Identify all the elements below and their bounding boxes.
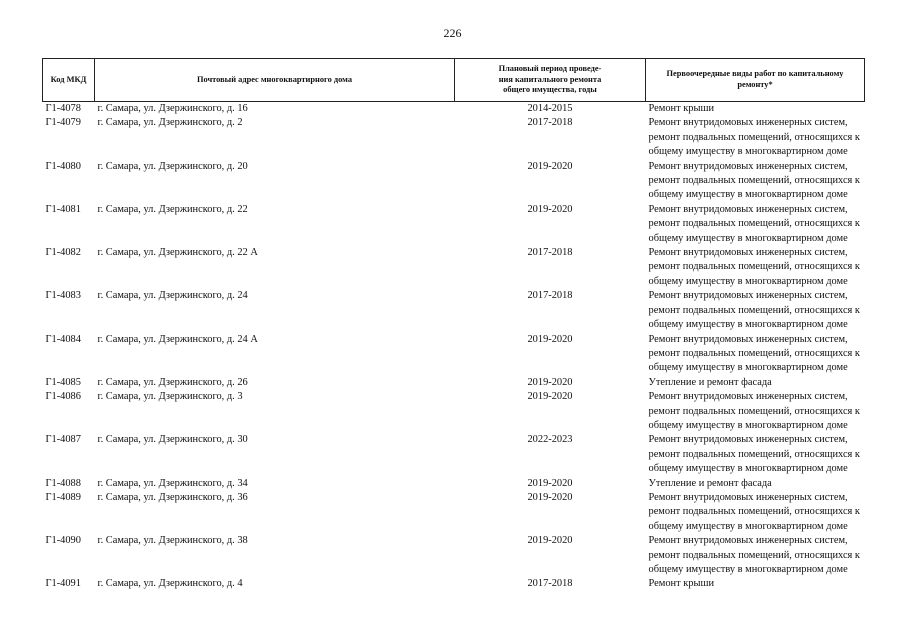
header-address: Почтовый адрес многоквартирного дома (95, 59, 455, 102)
table-row (43, 246, 865, 289)
row-code: Г1-4083 (45, 290, 81, 302)
table-row (43, 376, 865, 390)
table-header (43, 59, 865, 102)
table-row (43, 534, 865, 577)
row-address: г. Самара, ул. Дзержинского, д. 22 А (97, 247, 258, 259)
row-works (646, 390, 865, 433)
row-address: г. Самара, ул. Дзержинского, д. 24 А (97, 333, 258, 345)
row-address: г. Самара, ул. Дзержинского, д. 4 (97, 578, 243, 590)
table-body (43, 102, 865, 592)
row-works-line: Ремонт внутридомовых инженерных систем, (648, 290, 848, 302)
row-works-line: общему имуществу в многоквартирном доме (648, 232, 848, 244)
row-works-line: общему имуществу в многоквартирном доме (648, 275, 848, 287)
header-works (646, 59, 865, 102)
header-period-line: ния капитального ремонта (498, 74, 602, 84)
row-period: 2019-2020 (527, 160, 573, 172)
row-works (646, 289, 865, 332)
row-address: г. Самара, ул. Дзержинского, д. 16 (97, 103, 248, 114)
row-code: Г1-4084 (45, 333, 81, 345)
row-works (646, 477, 865, 491)
row-works-line: общему имуществу в многоквартирном доме (648, 319, 848, 331)
row-works-line: ремонт подвальных помещений, относящихся к (648, 261, 860, 273)
row-works-line: Ремонт внутридомовых инженерных систем, (648, 535, 848, 547)
row-address: г. Самара, ул. Дзержинского, д. 24 (97, 290, 248, 302)
row-works (646, 376, 865, 390)
row-works-line: Утепление и ремонт фасада (648, 376, 772, 388)
row-code: Г1-4086 (45, 391, 81, 403)
page-number: 226 (443, 26, 462, 40)
row-period: 2017-2018 (527, 578, 573, 590)
table-row (43, 160, 865, 203)
capital-repair-table (42, 58, 865, 592)
header-row (43, 59, 865, 102)
row-works-line: ремонт подвальных помещений, относящихся к (648, 304, 860, 316)
row-address: г. Самара, ул. Дзержинского, д. 3 (97, 391, 243, 403)
row-works (646, 577, 865, 591)
row-works-line: Ремонт внутридомовых инженерных систем, (648, 434, 848, 446)
row-works (646, 433, 865, 476)
row-address: г. Самара, ул. Дзержинского, д. 36 (97, 491, 248, 503)
row-period: 2017-2018 (527, 290, 573, 302)
header-period-line: общего имущества, годы (503, 85, 597, 95)
row-works-line: ремонт подвальных помещений, относящихся к (648, 218, 860, 230)
row-period: 2017-2018 (527, 117, 573, 129)
row-works-line: Ремонт внутридомовых инженерных систем, (648, 491, 848, 503)
row-code: Г1-4090 (45, 535, 81, 547)
table-row (43, 102, 865, 117)
row-code: Г1-4088 (45, 477, 81, 489)
header-code: Код МКД (43, 59, 95, 102)
row-works-line: ремонт подвальных помещений, относящихся к (648, 131, 860, 143)
table-row (43, 433, 865, 476)
row-period: 2022-2023 (527, 434, 573, 446)
row-works-line: Ремонт внутридомовых инженерных систем, (648, 333, 848, 345)
row-address: г. Самара, ул. Дзержинского, д. 22 (97, 203, 248, 215)
row-works (646, 102, 865, 117)
header-period-line: Плановый период проведе- (498, 64, 602, 74)
row-works (646, 491, 865, 534)
row-period: 2014-2015 (527, 103, 573, 114)
row-code: Г1-4087 (45, 434, 81, 446)
row-works-line: общему имуществу в многоквартирном доме (648, 520, 848, 532)
row-works-line: общему имуществу в многоквартирном доме (648, 419, 848, 431)
row-works-line: ремонт подвальных помещений, относящихся к (648, 347, 860, 359)
row-code: Г1-4082 (45, 247, 81, 259)
row-code: Г1-4085 (45, 376, 81, 388)
row-code: Г1-4089 (45, 491, 81, 503)
row-works (646, 246, 865, 289)
row-works-line: Ремонт крыши (648, 103, 715, 114)
row-period: 2019-2020 (527, 333, 573, 345)
row-works-line: общему имуществу в многоквартирном доме (648, 463, 848, 475)
row-works-line: ремонт подвальных помещений, относящихся к (648, 549, 860, 561)
row-period: 2019-2020 (527, 477, 573, 489)
table-row (43, 491, 865, 534)
row-works-line: Ремонт внутридомовых инженерных систем, (648, 391, 848, 403)
row-works-line: ремонт подвальных помещений, относящихся к (648, 175, 860, 187)
header-works-line: ремонту* (737, 80, 773, 89)
table-row (43, 116, 865, 159)
table-row (43, 289, 865, 332)
header-works-line: Первоочередные виды работ по капитальному (666, 69, 844, 79)
row-works (646, 116, 865, 159)
row-address: г. Самара, ул. Дзержинского, д. 2 (97, 117, 243, 129)
row-code: Г1-4078 (45, 103, 81, 114)
row-period: 2019-2020 (527, 535, 573, 547)
row-works (646, 333, 865, 376)
row-works (646, 203, 865, 246)
row-code: Г1-4091 (45, 578, 81, 590)
row-address: г. Самара, ул. Дзержинского, д. 30 (97, 434, 248, 446)
table-row (43, 477, 865, 491)
row-code: Г1-4081 (45, 203, 81, 215)
row-address: г. Самара, ул. Дзержинского, д. 20 (97, 160, 248, 172)
row-period: 2017-2018 (527, 247, 573, 259)
row-works (646, 534, 865, 577)
header-period (455, 59, 646, 102)
row-period: 2019-2020 (527, 376, 573, 388)
row-address: г. Самара, ул. Дзержинского, д. 34 (97, 477, 248, 489)
row-period: 2019-2020 (527, 391, 573, 403)
table-row (43, 203, 865, 246)
row-works-line: Ремонт внутридомовых инженерных систем, (648, 160, 848, 172)
row-works-line: общему имуществу в многоквартирном доме (648, 362, 848, 374)
row-works-line: Ремонт внутридомовых инженерных систем, (648, 117, 848, 129)
row-works-line: Утепление и ремонт фасада (648, 477, 772, 489)
row-address: г. Самара, ул. Дзержинского, д. 26 (97, 376, 248, 388)
row-code: Г1-4079 (45, 117, 81, 129)
row-works-line: ремонт подвальных помещений, относящихся к (648, 405, 860, 417)
row-works-line: общему имуществу в многоквартирном доме (648, 146, 848, 158)
table-row (43, 333, 865, 376)
row-works-line: ремонт подвальных помещений, относящихся к (648, 448, 860, 460)
row-works (646, 160, 865, 203)
row-code: Г1-4080 (45, 160, 81, 172)
row-period: 2019-2020 (527, 203, 573, 215)
row-works-line: Ремонт внутридомовых инженерных систем, (648, 247, 848, 259)
row-period: 2019-2020 (527, 491, 573, 503)
row-works-line: общему имуществу в многоквартирном доме (648, 189, 848, 201)
row-address: г. Самара, ул. Дзержинского, д. 38 (97, 535, 248, 547)
row-works-line: ремонт подвальных помещений, относящихся к (648, 506, 860, 518)
row-works-line: общему имуществу в многоквартирном доме (648, 564, 848, 575)
row-works-line: Ремонт внутридомовых инженерных систем, (648, 203, 848, 215)
table-row (43, 390, 865, 433)
row-works-line: Ремонт крыши (648, 578, 715, 590)
table-row (43, 577, 865, 591)
